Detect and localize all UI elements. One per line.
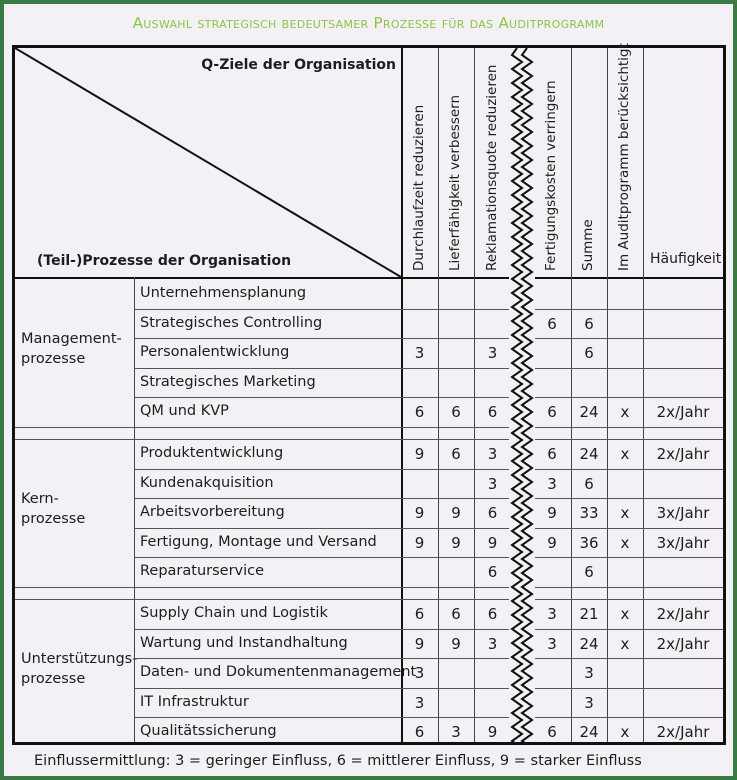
cell-haeufigkeit: 3x/Jahr — [656, 533, 710, 552]
cell-reklamationsquote: 6 — [487, 605, 498, 623]
cell-durchlaufzeit: 6 — [414, 723, 425, 742]
cell-fertigungskosten: 6 — [547, 445, 557, 463]
cell-summe: 3 — [584, 693, 594, 712]
row-divider — [134, 309, 509, 310]
row-divider — [535, 469, 723, 470]
cell-durchlaufzeit: 6 — [414, 605, 425, 623]
row-divider — [134, 528, 509, 529]
group-divider — [15, 599, 509, 600]
cell-haeufigkeit: 2x/Jahr — [656, 605, 710, 623]
cell-reklamationsquote: 3 — [487, 634, 498, 653]
group-divider — [535, 587, 723, 588]
cell-lieferfaehigkeit: 9 — [451, 533, 461, 552]
table-row — [15, 688, 723, 718]
process-name: Wartung und Instandhaltung — [140, 634, 348, 651]
process-name: Personalentwicklung — [140, 344, 290, 361]
cell-summe: 6 — [584, 344, 594, 363]
cell-haeufigkeit: 3x/Jahr — [656, 504, 710, 523]
row-divider — [134, 368, 509, 369]
group-label: prozesse — [21, 671, 86, 687]
cell-durchlaufzeit: 9 — [414, 533, 425, 552]
column-divider — [607, 48, 608, 742]
page-frame — [4, 4, 733, 776]
row-divider — [535, 717, 723, 718]
column-header-lieferfaehigkeit: Lieferfähigkeit verbessern — [447, 94, 463, 271]
cell-summe: 24 — [579, 403, 599, 422]
cell-lieferfaehigkeit: 6 — [451, 445, 461, 463]
column-break-wave — [509, 48, 535, 742]
cell-haeufigkeit: 2x/Jahr — [656, 445, 710, 463]
cell-im-auditprogramm: x — [620, 723, 630, 742]
row-divider — [535, 338, 723, 339]
cell-im-auditprogramm: x — [620, 504, 630, 523]
break-wave-line — [512, 48, 522, 742]
column-header-durchlaufzeit: Durchlaufzeit reduzieren — [410, 104, 427, 271]
column-divider — [571, 48, 572, 742]
cell-reklamationsquote: 6 — [487, 504, 498, 523]
cell-fertigungskosten: 9 — [547, 504, 557, 523]
row-divider — [535, 397, 723, 398]
process-name: Supply Chain und Logistik — [140, 605, 328, 621]
corner-top-label: Q-Ziele der Organisation — [201, 57, 396, 73]
audit-process-table — [12, 45, 726, 745]
process-name: Kundenakquisition — [140, 474, 274, 491]
cell-im-auditprogramm: x — [620, 403, 630, 422]
cell-fertigungskosten: 3 — [547, 634, 557, 653]
cell-durchlaufzeit: 6 — [414, 403, 425, 422]
column-divider — [474, 48, 475, 742]
table-row — [15, 469, 723, 499]
cell-durchlaufzeit: 9 — [414, 634, 425, 653]
row-divider — [134, 397, 509, 398]
column-header-fertigungskosten: Fertigungskosten verringern — [543, 80, 559, 271]
cell-im-auditprogramm: x — [620, 605, 630, 623]
row-divider — [134, 717, 509, 718]
cell-lieferfaehigkeit: 9 — [451, 634, 461, 653]
cell-lieferfaehigkeit: 9 — [451, 504, 461, 523]
cell-summe: 24 — [579, 634, 599, 653]
process-name: Strategisches Controlling — [140, 314, 323, 331]
group-divider — [535, 427, 723, 428]
cell-fertigungskosten: 3 — [547, 605, 557, 623]
process-name: Strategisches Marketing — [140, 373, 316, 390]
row-divider — [535, 688, 723, 689]
legend-footnote: Einflussermittlung: 3 = geringer Einfluss, 6 = mittlerer Einfluss, 9 = starker Einfluss — [34, 753, 642, 769]
cell-fertigungskosten: 6 — [547, 723, 557, 742]
row-divider — [535, 557, 723, 558]
cell-fertigungskosten: 9 — [547, 533, 557, 552]
column-divider — [438, 48, 439, 742]
page-title: Auswahl strategisch bedeutsamer Prozesse für das Auditprogramm — [132, 14, 605, 32]
cell-reklamationsquote: 3 — [487, 474, 498, 493]
row-divider — [134, 658, 509, 659]
header-diagonal — [15, 48, 401, 277]
group-divider — [535, 439, 723, 440]
cell-haeufigkeit: 2x/Jahr — [656, 723, 710, 742]
group-label: Kern- — [21, 491, 59, 507]
column-header-im-auditprogramm: Im Auditprogramm berücksichtigt — [616, 43, 632, 271]
header-divider — [535, 277, 723, 279]
cell-durchlaufzeit: 9 — [414, 445, 425, 463]
column-header-summe: Summe — [580, 219, 596, 271]
cell-fertigungskosten: 6 — [547, 403, 557, 422]
group-label: Unterstützungs- — [21, 651, 138, 667]
row-divider — [134, 629, 509, 630]
process-name: Qualitätssicherung — [140, 723, 277, 740]
column-divider — [134, 277, 135, 742]
corner-bottom-label: (Teil-)Prozesse der Organisation — [37, 253, 292, 269]
row-divider — [535, 368, 723, 369]
group-divider — [15, 427, 509, 428]
column-header-haeufigkeit: Häufigkeit — [650, 251, 722, 267]
process-name: Produktentwicklung — [140, 445, 284, 461]
cell-durchlaufzeit: 3 — [414, 693, 425, 712]
cell-summe: 33 — [579, 504, 599, 523]
table-row — [15, 368, 723, 398]
cell-summe: 36 — [579, 533, 599, 552]
cell-reklamationsquote: 6 — [487, 563, 498, 582]
cell-haeufigkeit: 2x/Jahr — [656, 403, 710, 422]
column-divider — [401, 48, 403, 742]
cell-summe: 6 — [584, 314, 594, 333]
process-name: IT Infrastruktur — [140, 693, 249, 710]
cell-summe: 21 — [579, 605, 599, 623]
break-wave-line — [522, 48, 532, 742]
group-label: prozesse — [21, 351, 86, 367]
group-label: prozesse — [21, 511, 86, 527]
cell-durchlaufzeit: 9 — [414, 504, 425, 523]
process-name: Daten- und Dokumentenmanagement — [140, 664, 417, 681]
cell-reklamationsquote: 9 — [487, 723, 498, 742]
group-divider — [15, 587, 509, 588]
row-divider — [134, 469, 509, 470]
cell-reklamationsquote: 3 — [487, 445, 498, 463]
process-name: QM und KVP — [140, 403, 229, 420]
row-divider — [134, 557, 509, 558]
cell-im-auditprogramm: x — [620, 634, 630, 653]
process-name: Unternehmensplanung — [140, 285, 307, 301]
row-divider — [535, 498, 723, 499]
cell-im-auditprogramm: x — [620, 533, 630, 552]
group-divider — [15, 439, 509, 440]
process-name: Arbeitsvorbereitung — [140, 504, 285, 521]
cell-durchlaufzeit: 3 — [414, 344, 425, 363]
cell-reklamationsquote: 6 — [487, 403, 498, 422]
header-divider — [15, 277, 509, 279]
cell-summe: 24 — [579, 445, 599, 463]
cell-reklamationsquote: 3 — [487, 344, 498, 363]
row-divider — [535, 309, 723, 310]
cell-im-auditprogramm: x — [620, 445, 630, 463]
row-divider — [535, 658, 723, 659]
cell-haeufigkeit: 2x/Jahr — [656, 634, 710, 653]
cell-lieferfaehigkeit: 6 — [451, 403, 461, 422]
cell-summe: 6 — [584, 474, 594, 493]
row-divider — [134, 338, 509, 339]
cell-summe: 3 — [584, 664, 594, 683]
process-name: Reparaturservice — [140, 563, 265, 580]
row-divider — [134, 498, 509, 499]
column-divider — [643, 48, 644, 742]
cell-reklamationsquote: 9 — [487, 533, 498, 552]
row-divider — [134, 688, 509, 689]
cell-lieferfaehigkeit: 3 — [451, 723, 461, 742]
cell-lieferfaehigkeit: 6 — [451, 605, 461, 623]
cell-fertigungskosten: 3 — [547, 474, 557, 493]
group-divider — [535, 599, 723, 600]
group-label: Management- — [21, 331, 122, 347]
process-name: Fertigung, Montage und Versand — [140, 533, 377, 550]
table-row — [15, 279, 723, 309]
cell-summe: 24 — [579, 723, 599, 742]
row-divider — [535, 528, 723, 529]
cell-fertigungskosten: 6 — [547, 314, 557, 333]
table-row — [15, 557, 723, 587]
row-divider — [535, 629, 723, 630]
column-header-reklamationsquote: Reklamationsquote reduzieren — [483, 64, 500, 271]
cell-durchlaufzeit: 3 — [414, 664, 425, 683]
cell-summe: 6 — [584, 563, 594, 582]
